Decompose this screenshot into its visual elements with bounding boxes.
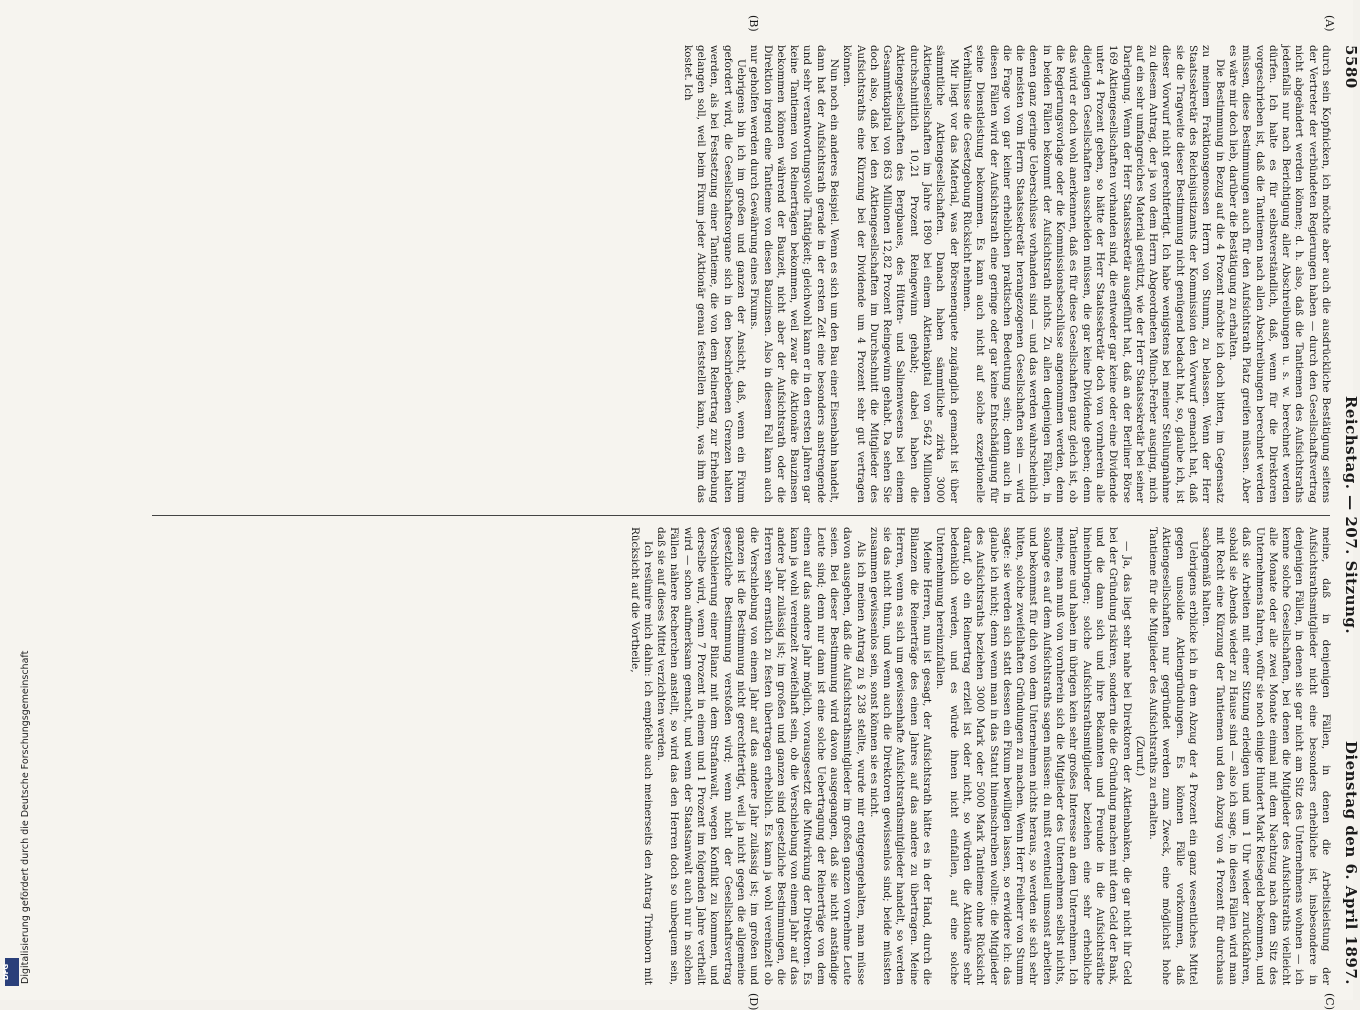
paragraph: — Ja, das liegt sehr nahe bei Direktoren der Aktienbanken, die gar nicht ihr Geld bei der Gründung riskiren, sondern die die Gründung machen mit dem Geld der Bank, und die dann sich und ihre Bekannten und Freunde in die Aufsichtsräthe hineinbringen; solche Aufsichtsrathsmitglieder beziehen eine sehr erhebliche Tantieme und haben im übrigen kein sehr großes Interesse an dem Unternehmen. Ich meine, man muß von vornherein sich die Mitglieder des Unternehmen selbst nichts, solange es auf dem Aufsichtsraths sagen müssen: du mußt eventuell umsonst arbeiten und bekommst für dich von dem Unternehmen nichts heraus, so werden sie sich sehr hüten, solche zweifelhaften Gründungen zu machen. Wenn Herr Freiherr von Stumm sagte: sie werden sich statt dessen ein Fixum bewilligen lassen, so erwidere ich: das glaube ich nicht; denn wenn man in das Statut hineinschreiben wollte: die Mitglieder des Aufsichtsraths beziehen 3000 Mark oder 5000 Mark Tantieme ohne Rücksicht darauf, ob ein Reinertrag erzielt ist oder nicht, so würden die Aktionäre sehr bedenklich werden, und es würde ihnen nicht einfallen, auf eine solche Unternehmung hereinzufallen. <box>934 527 1133 985</box>
right-column <box>152 527 1332 985</box>
column-divider <box>152 515 1330 516</box>
digitization-footer <box>2 4 31 994</box>
paragraph: meine, daß in denjenigen Fällen, in denen die Arbeitsleistung der Aufsichtsrathsmitglieder nicht eine besonders erhebliche ist, insbesondere in denjenigen Fällen, in denen sie gar nicht am Sitz des Unternehmens wohnen — ich kenne solche Gesellschaften, bei denen die Mitglieder des Aufsichtsraths vielleicht alle Monate oder alle zwei Monate einmal mit dem Nachtzug nach dem Sitz des Unternehmens fahren, wofür sie noch einige Hundert Mark Reisegeld bekommen, und daß sie Arbeiten mit einer Sitzung erledigen und um 1 Uhr wieder zurückfahren, sobald sie Abends wieder zu Hause sind — also ich sage, in diesen Fällen wird man mit Recht eine Kürzung der Tantiemen und den Abzug von 4 Prozent für durchaus sachgemäß halten. <box>1200 527 1332 985</box>
page-title: Reichstag. — 207. Sitzung. <box>1342 395 1360 635</box>
dfg-logo-icon <box>2 958 19 986</box>
page-number: 5580 <box>1342 45 1360 89</box>
page-date: Dienstag den 6. April 1897. <box>1342 740 1360 985</box>
left-column <box>152 45 1332 503</box>
paragraph: Die Bestimmung in Bezug auf die 4 Prozent möchte ich doch bitten, im Gegensatz zu meinem Fraktionsgenossen Herrn von Stumm, zu belassen. Wenn der Herr Staatssekretär des Reichsjustizamts der Kommission den Vorwurf gemacht hat, daß sie die Tragweite dieser Bestimmung nicht genügend bedacht hat, so, glaube ich, ist dieser Vorwurf nicht gerechtfertigt. Ich habe wenigstens bei meiner Stellungnahme zu diesem Antrag, der ja von dem Herrn Abgeordneten Münch-Ferber ausging, mich auf ein sehr umfangreiches Material gestützt, wie der Herr Staatssekretär bei seiner Darlegung. Wenn der Herr Staatssekretär ausgeführt hat, daß an der Berliner Börse 169 Aktiengesellschaften vorhanden sind, die entweder gar keine oder eine Dividende unter 4 Prozent geben, so hätte der Herr Staatssekretär doch von vornherein alle diejenigen Gesellschaften ausscheiden müssen, die gar keine Dividende geben; denn das wird er doch wohl anerkennen, daß es für diese Gesellschaften ganz gleich ist, ob die Regierungsvorlage oder die Kommissionsbeschlüsse angenommen werden, denn in beiden Fällen bekommt der Aufsichtsrath nichts. Zu allen denjenigen Fällen, in denen ganz geringe Ueberschüsse vorhanden sind — und das werden wahrscheinlich die meisten vom Herrn Staatssekretär herangezogenen Gesellschaften sein — wird die Frage von gar keiner erheblichen praktischen Bedeutung sein; denn auch in diesen Fällen wird der Aufsichtsrath eine geringe oder gar keine Entschädigung für seine Dienstleistung bekommen. Es kann auch nicht auf solche exzeptionelle Verhältnisse die Gesetzgebung Rücksicht nehmen. <box>960 45 1226 503</box>
paragraph: Meine Herren, nun ist gesagt, der Aufsichtsrath hätte es in der Hand, durch die Bilanzen die Reinerträge des einen Jahres auf das andere zu übertragen. Meine Herren, wenn es sich um gewissenhafte Aufsichtsrathsmitglieder handelt, so werden sie das nicht thun, und wenn auch die Direktoren gewissenlos sind; beide müssten zusammen gewissenlos sein, sonst können sie es nicht. <box>867 527 934 985</box>
paragraph: Als ich meinen Antrag zu § 238 stellte, wurde mir entgegengehalten, man müsse davon ausgehen, daß die Aufsichtsrathsmitglieder im großen ganzen vornehme Leute seien. Bei dieser Bestimmung wird davon ausgegangen, daß sie nicht anständige Leute sind; denn nur dann ist eine solche Uebertragung der Reinerträge von dem einen auf das andere Jahr möglich, vorausgesetzt die Mitwirkung der Direktoren. Es kann ja wohl vereinzelt zweifelhaft sein, ob die Verschiebung von einem Jahr auf das andere Jahr zulässig ist; im großen und ganzen sind gesetzliche Bestimmungen, die Herren sehr ernstlich zu festen übertragen erheblich. Es kann ja wohl vereinzelt ob die Verschiebung von einem Jahr auf das andere Jahr zulässig ist; im großen und ganzen ist die Bestimmung nicht gerechtfertigt, weil ja nicht gegen die allgemeine gesetzliche Bestimmung verstoßen wird; wenn nicht der Gesellschaftsvertrag Verschleierung einer Bilanz mit dem Strafanwalt, wegen Konflikt zu kommen, und derselbe wird, wenn 7 Prozent in einem und 1 Prozent im folgenden Jahre vertheilt wird — schon aufmerksam gemacht, und wenn der Staatsanwalt auch nur in solchen Fällen nähere Recherchen anstellt, so wird das den Herren doch so unbequem sein, daß sie auf dieses Mittel verzichten werden. <box>655 527 867 985</box>
paragraph: Uebrigens bin ich im großen und ganzen der Ansicht, daß, wenn ein Fixum gefordert wird, die Gesellschaftsorgane sich in den beschriebenen Grenzen halten werden, als bei Festsetzung einer Tantieme, die von dem Reinertrag zur Erhebung gelangen soll, weil beim Fixum jeder Aktionär genau feststellen kann, was ihm das kostet. Ich <box>681 45 747 503</box>
paragraph: Ich resümire mich dahin: ich empfehle auch meinerseits den Antrag Trimborn mit Rücksicht auf die Vortheile, <box>628 527 654 985</box>
paragraph: durch sein Kopfnicken, ich möchte aber auch die ausdrückliche Bestätigung seitens der Vertreter der verbündeten Regierungen haben — durch den Gesellschaftsvertrag nicht abgeändert werden können; d. h. also, daß die Tantiemen des Aufsichtsraths jedenfalls nur nach Berichtigung aller Abschreibungen u. s. w. berechnet werden dürfen. Ich halte es für selbstverständlich, daß, wenn für die Direktoren vorgeschrieben ist, daß die Tantiemen nach allen Abschreibungen berechnet werden müssen, diese Bestimmungen auch für den Aufsichtsrath Platz greifen müssen. Aber es wäre mir doch lieb, darüber die Bestätigung zu erhalten. <box>1226 45 1332 503</box>
newspaper-page <box>130 15 1360 1010</box>
paragraph: Nun noch ein anderes Beispiel. Wenn es sich um den Bau einer Eisenbahn handelt, dann hat der Aufsichtsrath gerade in der ersten Zeit eine besonders anstrengende und sehr verantwortungsvolle Thätigkeit; gleichwohl kann er in den ersten Jahren gar keine Tantiemen von Reinerträgen bekommen, weil zwar die Aktionäre Bauzinsen bekommen können während der Bauzeit, nicht aber der Aufsichtsrath oder die Direktion irgend eine Tantieme von diesen Bauzinsen. Also in diesem Fall kann auch nur geholfen werden durch Gewährung eines Fixums. <box>748 45 841 503</box>
dfg-logo-text: DFG <box>2 963 11 981</box>
margin-mark-c: (C) <box>1323 993 1336 1010</box>
paragraph: Uebrigens erblicke ich in dem Abzug der 4 Prozent ein ganz wesentliches Mittel gegen unsolide Aktiengründungen. Es können Fälle vorkommen, daß Aktiengesellschaften nur gegründet werden zum Zweck, eine möglichst hohe Tantieme für die Mitglieder des Aufsichtsraths zu erhalten. <box>1147 527 1200 985</box>
margin-mark-a: (A) <box>1323 15 1336 32</box>
paragraph: Mir liegt vor das Material, was der Börsenenquete zugänglich gemacht ist über sämmtliche Aktiengesellschaften. Danach haben sämmtliche zirka 3000 Aktiengesellschaften im Jahre 1890 bei einem Aktienkapital von 5642 Millionen durchschnittlich 10,21 Prozent Reingewinn gehabt; dabei haben die Aktiengesellschaften des Bergbaues, des Hütten- und Salinenwesens bei einem Gesammtkapital von 863 Millionen 12,82 Prozent Reingewinn gehabt. Da sehen Sie doch also, daß bei den Aktiengesellschaften im Durchschnitt die Mitglieder des Aufsichtsraths eine Kürzung bei der Dividende um 4 Prozent sehr gut vertragen können. <box>841 45 960 503</box>
running-head <box>1336 45 1360 985</box>
digitization-note: Digitalisierung gefördert durch die Deutsche Forschungsgemeinschaft <box>20 650 31 984</box>
interjection: (Zuruf.) <box>1133 735 1146 777</box>
margin-mark-b: (B) <box>747 15 760 32</box>
margin-mark-d: (D) <box>747 993 760 1010</box>
